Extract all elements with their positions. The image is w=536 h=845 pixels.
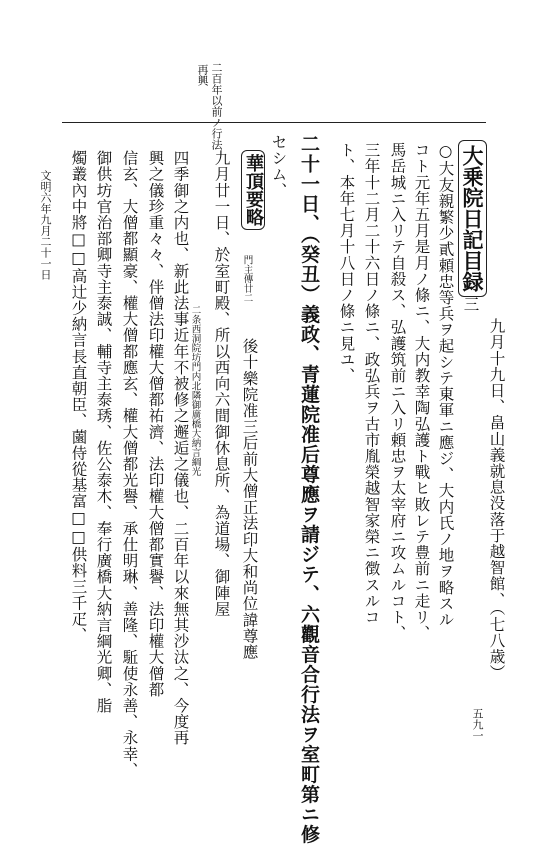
text-column-7: 二十一日、（癸丑）義政、青蓮院准后尊應ヲ請ジテ、六觀音合行法ヲ室町第ニ修 bbox=[298, 134, 320, 845]
text-column-2: ○大友親繁少貳頼忠等兵ヲ起シテ東軍ニ應ジ、大内氏ノ地ヲ略スル bbox=[436, 142, 455, 628]
text-column-1: 九月十九日、畠山義就息没落于越智館、（七八歳） bbox=[487, 318, 506, 681]
side-note-right: 二百年以前ノ行法 bbox=[210, 62, 223, 150]
sub-column-a: 後十樂院准三后前大僧正法印大和尚位諱尊應 bbox=[240, 338, 259, 660]
sub-column-d: 興之儀珍重々々、伴僧法印權大僧都祐濟、法印權大僧都實譽、法印權大僧都 bbox=[146, 150, 165, 698]
record-title: 大乗院日記目録 bbox=[458, 140, 487, 297]
footer-date: 文明六年九月二十一日 bbox=[39, 170, 52, 280]
sub-column-g: 燭叢內中將□□高辻少納言長直朝臣、薗侍從基富□□供料三千疋、 bbox=[69, 150, 88, 643]
page-number: 五九一 bbox=[471, 708, 484, 741]
sub-column-c: 四季御之内也、新此法事近年不被修之邂逅之儀也、二百年以來無其沙汰之、今度再 bbox=[171, 150, 190, 746]
text-column-4: 馬岳城ニ入リテ自殺ス、弘護筑前ニ入リ頼忠ヲ太宰府ニ攻ムルコト、 bbox=[388, 142, 407, 642]
text-column-8: セシム、 bbox=[269, 134, 288, 199]
record-volume: 三 bbox=[461, 296, 480, 313]
text-column-5: 三年十二月二十六日ノ條ニ、政弘兵ヲ古市胤榮越智家榮ニ徴スルコ bbox=[362, 142, 381, 625]
sub-source-title: 華頂要略 bbox=[241, 150, 265, 230]
header-rule bbox=[62, 122, 486, 123]
side-note-left: 再興 bbox=[196, 64, 209, 86]
sub-source-volume: 門主傳廿二 bbox=[241, 255, 253, 303]
sub-column-e: 信玄、大僧都顯豪、權大僧都應玄、權大僧都光譽、承仕明琳、善隆、駈使永善、永幸、 bbox=[120, 150, 139, 778]
sub-column-f: 御供坊官治部卿寺主泰誠、輔寺主泰琇、佐公泰木、奉行廣橋大納言綱光卿、脂 bbox=[94, 150, 113, 714]
sub-column-b: 九月廿一日、於室町殿、所以西向六間御休息所、為道場、御陣屋 bbox=[212, 150, 231, 617]
text-column-3: コト元年五月是月ノ條ニ、大内教幸陶弘護ト戰ヒ敗レテ豊前ニ走リ、 bbox=[412, 142, 431, 642]
text-column-6: ト、本年七月十八日ノ條ニ見ユ、 bbox=[337, 142, 356, 384]
sub-column-b-note: 二条西洞院坊門内北隣御廣橋大納言綱光 bbox=[189, 305, 201, 476]
